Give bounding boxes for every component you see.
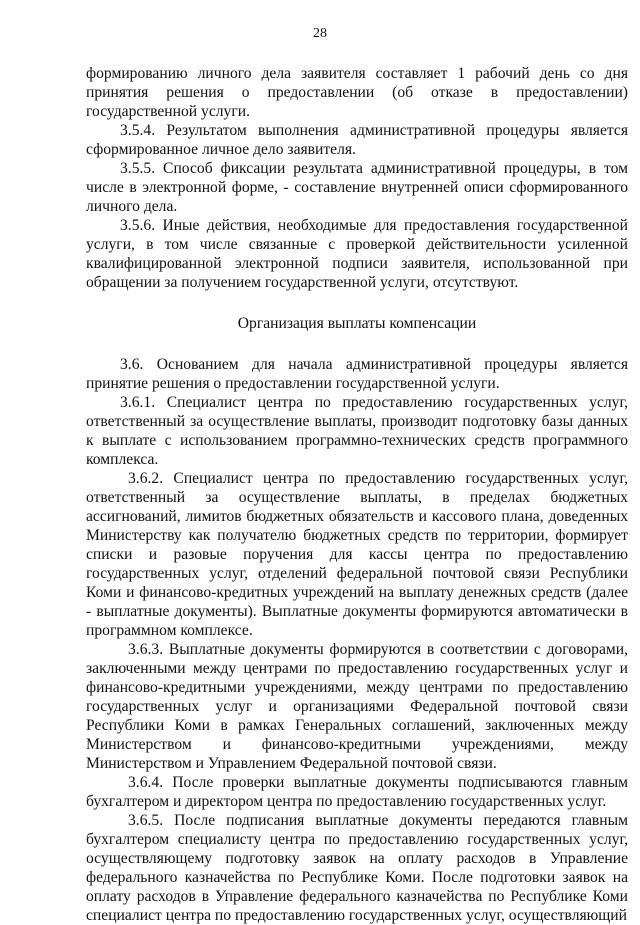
paragraph-continuation: формированию личного дела заявителя составляет 1 рабочий день со дня принятия решения о предоставлении (об отказе в предоставлении) государственной услуги. <box>86 65 628 120</box>
paragraph-3-5-4: 3.5.4. Результатом выполнения административной процедуры является сформированное личное дело заявителя. <box>86 122 628 158</box>
page-number: 28 <box>313 26 327 41</box>
paragraph-3-6-1: 3.6.1. Специалист центра по предоставлению государственных услуг, ответственный за осуществление выплаты, производит подготовку базы данных к выплате с использованием программно-технических средств программного комплекса. <box>86 394 628 468</box>
section-heading: Организация выплаты компенсации <box>237 315 477 332</box>
paragraph-3-6-5: 3.6.5. После подписания выплатные документы передаются главным бухгалтером специалисту центра по предоставлению государственных услуг, осуществляющему подготовку заявок на оплату расходов в Управление федерального казначейства по Республике Коми. После подготовки заявок на оплату расходов в Управление федерального казначейства по Республике Коми специалист центра по предоставлению государственных услуг, осуществляющий <box>86 812 628 924</box>
paragraph-3-5-6: 3.5.6. Иные действия, необходимые для предоставления государственной услуги, в том числе связанные с проверкой действительности усиленной квалифицированной электронной подписи заявителя, использованной при обращении за получением государственной услуги, отсутствуют. <box>86 217 628 291</box>
document-body <box>86 64 628 925</box>
paragraph-3-6: 3.6. Основанием для начала административной процедуры является принятие решения о предоставлении государственной услуги. <box>86 356 628 392</box>
paragraph-3-6-2: 3.6.2. Специалист центра по предоставлению государственных услуг, ответственный за осуществление выплаты, в пределах бюджетных ассигнований, лимитов бюджетных обязательств и кассового плана, доведенных Министерству как получателю бюджетных средств по территории, формирует списки и разовые поручения для кассы центра по предоставлению государственных услуг, отделений федеральной почтовой связи Республики Коми и финансово-кредитных учреждений на выплату денежных средств (далее - выплатные документы). Выплатные документы формируются автоматически в программном комплексе. <box>86 470 628 639</box>
paragraph-3-6-3: 3.6.3. Выплатные документы формируются в соответствии с договорами, заключенными между центрами по предоставлению государственных услуг и финансово-кредитными учреждениями, между центрами по предоставлению государственных услуг и организациями Федеральной почтовой связи Республики Коми в рамках Генеральных соглашений, заключенных между Министерством и финансово-кредитными учреждениями, между Министерством и Управлением Федеральной почтовой связи. <box>86 641 628 772</box>
paragraph-3-5-5: 3.5.5. Способ фиксации результата административной процедуры, в том числе в электронной форме, - составление внутренней описи сформированного личного дела. <box>86 160 628 215</box>
paragraph-3-6-4: 3.6.4. После проверки выплатные документы подписываются главным бухгалтером и директором центра по предоставлению государственных услуг. <box>86 774 628 810</box>
